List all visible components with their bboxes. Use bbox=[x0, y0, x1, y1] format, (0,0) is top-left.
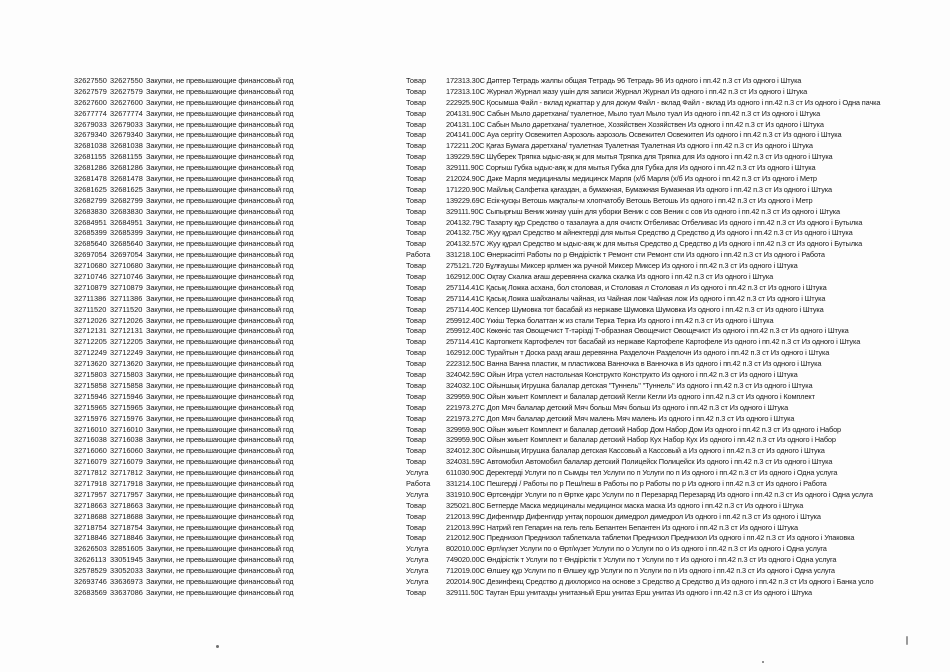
table-row bbox=[74, 228, 944, 239]
table-row bbox=[74, 294, 944, 305]
procurement-type: Закупки, не превышающие финансовый год bbox=[146, 86, 294, 96]
procurement-type: Закупки, не превышающие финансовый год bbox=[146, 141, 294, 151]
lot-id: 32718688 bbox=[110, 511, 143, 521]
procurement-type: Закупки, не превышающие финансовый год bbox=[146, 380, 294, 390]
row-id: 32718846 bbox=[74, 533, 107, 543]
item-details: 212012.90С Преднизол Преднизол таблеткала таблетки Преднизол Преднизол Из одного і пп.42 п.3 ст Из одного і Упаковка bbox=[446, 533, 855, 543]
procurement-type: Закупки, не превышающие финансовый год bbox=[146, 500, 294, 510]
lot-id: 32710746 bbox=[110, 272, 143, 282]
procurement-type: Закупки, не превышающие финансовый год bbox=[146, 576, 294, 586]
item-category: Услуга bbox=[406, 555, 429, 565]
table-row bbox=[74, 174, 944, 185]
procurement-type: Закупки, не превышающие финансовый год bbox=[146, 359, 294, 369]
table-row bbox=[74, 185, 944, 196]
table-row bbox=[74, 250, 944, 261]
item-category: Товар bbox=[406, 97, 427, 107]
procurement-type: Закупки, не превышающие финансовый год bbox=[146, 315, 294, 325]
row-id: 32681038 bbox=[74, 141, 107, 151]
table-row bbox=[74, 196, 944, 207]
procurement-type: Закупки, не превышающие финансовый год bbox=[146, 457, 294, 467]
item-category: Товар bbox=[406, 315, 427, 325]
item-category: Товар bbox=[406, 76, 427, 85]
procurement-type: Закупки, не превышающие финансовый год bbox=[146, 555, 294, 565]
row-id: 32715976 bbox=[74, 413, 107, 423]
table-row bbox=[74, 490, 944, 501]
item-details: 259912.40С Үккіш Терка болаттан ж из стали Терка Терка Из одного і пп.42 п.3 ст Из одного і Штука bbox=[446, 315, 774, 325]
row-id: 32717918 bbox=[74, 478, 107, 488]
item-details: 222312.50С Ванна Ванна пластик, м пластикова Ванночка в Ванночка в Из одного і пп.42 п.3 ст Из одного і Штука bbox=[446, 359, 822, 369]
procurement-type: Закупки, не превышающие финансовый год bbox=[146, 184, 294, 194]
item-details: 204131.10С Сабын Мыло дәретхана/ туалетное, Хозяйствен Хозяйствен Из одного і пп.42 п.3 ст Из одного і Штука bbox=[446, 119, 824, 129]
item-category: Товар bbox=[406, 587, 427, 597]
procurement-type: Закупки, не превышающие финансовый год bbox=[146, 217, 294, 227]
item-details: 172211.20С Қағаз Бумага дәретхана/ туалетная Туалетная Туалетная Из одного і пп.42 п.3 ст Из одного і Штука bbox=[446, 141, 813, 151]
procurement-type: Закупки, не превышающие финансовый год bbox=[146, 108, 294, 118]
row-id: 32715858 bbox=[74, 380, 107, 390]
lot-id: 32717918 bbox=[110, 478, 143, 488]
item-details: 324012.30С Ойыншық Игрушка балалар детская Кассовый а Кассовый а Из одного і пп.42 п.3 ст Из одного і Штука bbox=[446, 446, 825, 456]
procurement-type: Закупки, не превышающие финансовый год bbox=[146, 424, 294, 434]
lot-id: 32718754 bbox=[110, 522, 143, 532]
item-details: 749020.00С Өндірістік т Услуги по т Өндірістік т Услуги по т Услуги по т Из одного і пп.42 п.3 ст Из одного і Одна услуга bbox=[446, 555, 837, 565]
procurement-type: Закупки, не превышающие финансовый год bbox=[146, 163, 294, 173]
row-id: 32679340 bbox=[74, 130, 107, 140]
table-row bbox=[74, 152, 944, 163]
table-row bbox=[74, 359, 944, 370]
row-id: 32626113 bbox=[74, 555, 107, 565]
item-category: Товар bbox=[406, 522, 427, 532]
row-id: 32711520 bbox=[74, 304, 107, 314]
row-id: 32710680 bbox=[74, 261, 107, 271]
procurement-type: Закупки, не превышающие финансовый год bbox=[146, 261, 294, 271]
scan-speck bbox=[906, 636, 908, 645]
item-details: 172313.10С Журнал Журнал жазу үшін для записи Журнал Журнал Из одного і пп.42 п.3 ст Из одного і Штука bbox=[446, 86, 808, 96]
lot-id: 32718663 bbox=[110, 500, 143, 510]
row-id: 32679033 bbox=[74, 119, 107, 129]
item-category: Товар bbox=[406, 391, 427, 401]
procurement-type: Закупки, не превышающие финансовый год bbox=[146, 174, 294, 184]
lot-id: 32697054 bbox=[110, 250, 143, 260]
item-category: Товар bbox=[406, 348, 427, 358]
procurement-type: Закупки, не превышающие финансовый год bbox=[146, 511, 294, 521]
item-category: Товар bbox=[406, 533, 427, 543]
procurement-type: Закупки, не превышающие финансовый год bbox=[146, 522, 294, 532]
item-details: 329111.90С Сыпырғыш Веник жинау үшін для уборки Веник с сов Веник с сов Из одного і пп.42 п.3 ст Из одного і Штука bbox=[446, 206, 841, 216]
item-details: 331214.10С Пешгерді / Работы по р Пеш/пеш в Работы по р Работы по р Из одного і пп.42 п.3 ст Из одного і Работа bbox=[446, 478, 827, 488]
procurement-type: Закупки, не превышающие финансовый год bbox=[146, 587, 294, 597]
item-category: Товар bbox=[406, 282, 427, 292]
item-category: Товар bbox=[406, 326, 427, 336]
table-row bbox=[74, 163, 944, 174]
item-category: Товар bbox=[406, 130, 427, 140]
row-id: 32681625 bbox=[74, 184, 107, 194]
lot-id: 32716060 bbox=[110, 446, 143, 456]
lot-id: 32681286 bbox=[110, 163, 143, 173]
row-id: 32716079 bbox=[74, 457, 107, 467]
row-id: 32683830 bbox=[74, 206, 107, 216]
item-category: Товар bbox=[406, 293, 427, 303]
procurement-type: Закупки, не превышающие финансовый год bbox=[146, 566, 294, 576]
row-id: 32627550 bbox=[74, 76, 107, 85]
item-details: 325021.80С Бетперде Маска медициналы медицинск маска маска Из одного і пп.42 п.3 ст Из одного і Штука bbox=[446, 500, 804, 510]
item-details: 257114.41С Қасық Ложка асхана, бол столовая, и Столовая л Столовая л Из одного і пп.42 п.3 ст Из одного і Штука bbox=[446, 282, 827, 292]
row-id: 32681478 bbox=[74, 174, 107, 184]
row-id: 32716038 bbox=[74, 435, 107, 445]
item-details: 162912.00С Турайтын т Доска разд ағаш деревянна Разделочн Разделочн Из одного і пп.42 п.3 ст Из одного і Штука bbox=[446, 348, 830, 358]
item-category: Товар bbox=[406, 261, 427, 271]
table-row bbox=[74, 403, 944, 414]
item-category: Товар bbox=[406, 184, 427, 194]
item-category: Товар bbox=[406, 424, 427, 434]
item-category: Товар bbox=[406, 435, 427, 445]
table-row bbox=[74, 512, 944, 523]
lot-id: 32681478 bbox=[110, 174, 143, 184]
row-id: 32712205 bbox=[74, 337, 107, 347]
table-row bbox=[74, 98, 944, 109]
row-id: 32578529 bbox=[74, 566, 107, 576]
lot-id: 32712026 bbox=[110, 315, 143, 325]
table-row bbox=[74, 370, 944, 381]
item-details: 204141.00С Ауа сергіту Освежител Аэрозоль аэрозоль Освежител Освежител Из одного і пп.42 п.3 ст Из одного і Штука bbox=[446, 130, 842, 140]
item-category: Услуга bbox=[406, 566, 429, 576]
table-row bbox=[74, 87, 944, 98]
table-row bbox=[74, 141, 944, 152]
item-category: Услуга bbox=[406, 468, 429, 478]
lot-id: 32712249 bbox=[110, 348, 143, 358]
procurement-type: Закупки, не превышающие финансовый год bbox=[146, 478, 294, 488]
procurement-type: Закупки, не превышающие финансовый год bbox=[146, 413, 294, 423]
item-details: 324032.10С Ойыншық Игрушка балалар детская "Туннель" "Туннель" Из одного і пп.42 п.3 ст Из одного і Штука bbox=[446, 380, 813, 390]
table-row bbox=[74, 446, 944, 457]
lot-id: 32851605 bbox=[110, 544, 143, 554]
row-id: 32715946 bbox=[74, 391, 107, 401]
procurement-type: Закупки, не превышающие финансовый год bbox=[146, 489, 294, 499]
row-id: 32684951 bbox=[74, 217, 107, 227]
row-id: 32681155 bbox=[74, 152, 107, 162]
item-category: Товар bbox=[406, 380, 427, 390]
lot-id: 32715858 bbox=[110, 380, 143, 390]
item-category: Работа bbox=[406, 478, 431, 488]
item-details: 257114.40С Кепсер Шумовка тот басабай из нержаве Шумовка Шумовка Из одного і пп.42 п.3 ст Из одного і Штука bbox=[446, 304, 824, 314]
procurement-type: Закупки, не превышающие финансовый год bbox=[146, 228, 294, 238]
table-row bbox=[74, 435, 944, 446]
item-category: Товар bbox=[406, 402, 427, 412]
scan-speck bbox=[762, 661, 764, 663]
item-details: 222925.90С Қосымша Файл - вклад кұжаттар у для докум Файл - вклад Файл - вклад Из одного і пп.42 п.3 ст Из одного і Одна пачка bbox=[446, 97, 881, 107]
procurement-table bbox=[74, 76, 944, 599]
lot-id: 32715803 bbox=[110, 370, 143, 380]
lot-id: 32713620 bbox=[110, 359, 143, 369]
table-row bbox=[74, 588, 944, 599]
table-row bbox=[74, 120, 944, 131]
item-details: 324031.59С Автомобил Автомобил балалар детский Полицейск Полицейск Из одного і пп.42 п.3 ст Из одного і Штука bbox=[446, 457, 833, 467]
item-details: 324042.59С Ойын Игра үстел настольная Конструкто Конструкто Из одного і пп.42 п.3 ст Из одного і Штука bbox=[446, 370, 798, 380]
item-details: 329111.50С Таутан Ерш унитазды унитазный Ерш унитаз Ерш унитаз Из одного і пп.42 п.3 ст Из одного і Штука bbox=[446, 587, 813, 597]
item-category: Товар bbox=[406, 174, 427, 184]
row-id: 32710746 bbox=[74, 272, 107, 282]
row-id: 32716060 bbox=[74, 446, 107, 456]
lot-id: 32677774 bbox=[110, 108, 143, 118]
item-category: Товар bbox=[406, 206, 427, 216]
lot-id: 32710879 bbox=[110, 282, 143, 292]
item-category: Товар bbox=[406, 446, 427, 456]
item-details: 139229.69С Есік-қусқы Ветошь мақталы-м хлопчатобу Ветошь Ветошь Из одного і пп.42 п.3 ст Из одного і Метр bbox=[446, 195, 813, 205]
table-row bbox=[74, 577, 944, 588]
row-id: 32685399 bbox=[74, 228, 107, 238]
table-row bbox=[74, 109, 944, 120]
row-id: 32685640 bbox=[74, 239, 107, 249]
item-category: Товар bbox=[406, 272, 427, 282]
lot-id: 32712205 bbox=[110, 337, 143, 347]
row-id: 32693746 bbox=[74, 576, 107, 586]
item-category: Услуга bbox=[406, 544, 429, 554]
lot-id: 33637086 bbox=[110, 587, 143, 597]
procurement-type: Закупки, не превышающие финансовый год bbox=[146, 76, 294, 85]
procurement-type: Закупки, не превышающие финансовый год bbox=[146, 435, 294, 445]
procurement-type: Закупки, не превышающие финансовый год bbox=[146, 206, 294, 216]
item-details: 275121.720 Бұлғаушы Миксер қолмен жа ручной Миксер Миксер Из одного і пп.42 п.3 ст Из одного і Штука bbox=[446, 261, 798, 271]
procurement-type: Закупки, не превышающие финансовый год bbox=[146, 533, 294, 543]
row-id: 32715965 bbox=[74, 402, 107, 412]
table-row bbox=[74, 555, 944, 566]
lot-id: 32685399 bbox=[110, 228, 143, 238]
item-category: Товар bbox=[406, 337, 427, 347]
lot-id: 32716079 bbox=[110, 457, 143, 467]
item-details: 162912.00С Оқтау Скалка ағаш деревянна скалка скалка Из одного і пп.42 п.3 ст Из одного і Штука bbox=[446, 272, 774, 282]
lot-id: 32679033 bbox=[110, 119, 143, 129]
row-id: 32718688 bbox=[74, 511, 107, 521]
row-id: 32716010 bbox=[74, 424, 107, 434]
procurement-type: Закупки, не превышающие финансовый год bbox=[146, 337, 294, 347]
table-row bbox=[74, 130, 944, 141]
item-details: 329959.90С Ойын жиынт Комплект и балалар детский Набор Кух Набор Кух Из одного і пп.42 п.3 ст Из одного і Набор bbox=[446, 435, 836, 445]
item-category: Товар bbox=[406, 195, 427, 205]
item-details: 331218.10С Өнеркәсіпті Работы по р Өндірістік т Ремонт сти Ремонт сти Из одного і пп.42 п.3 ст Из одного і Работа bbox=[446, 250, 825, 260]
table-row bbox=[74, 523, 944, 534]
row-id: 32683569 bbox=[74, 587, 107, 597]
item-category: Товар bbox=[406, 304, 427, 314]
row-id: 32712249 bbox=[74, 348, 107, 358]
item-details: 212013.99С Дифенгидр Дифенгидр унтақ порошок димедрол димедрол Из одного і пп.42 п.3 ст Из одного і Штука bbox=[446, 511, 821, 521]
row-id: 32718754 bbox=[74, 522, 107, 532]
procurement-type: Закупки, не превышающие финансовый год bbox=[146, 239, 294, 249]
procurement-type: Закупки, не превышающие финансовый год bbox=[146, 544, 294, 554]
lot-id: 33636973 bbox=[110, 576, 143, 586]
procurement-type: Закупки, не превышающие финансовый год bbox=[146, 370, 294, 380]
row-id: 32717957 bbox=[74, 489, 107, 499]
item-details: 259912.40С Көкөніс тая Овощечист Т-тәрізді Т-образная Овощечист Овощечист Из одного і пп.42 п.3 ст Из одного і Штука bbox=[446, 326, 849, 336]
item-details: 611030.90С Деректерді Услуги по п Сымды тел Услуги по п Услуги по п Из одного і пп.42 п.3 ст Из одного і Одна услуга bbox=[446, 468, 838, 478]
table-row bbox=[74, 479, 944, 490]
lot-id: 33052033 bbox=[110, 566, 143, 576]
item-details: 212024.90С Дәке Марля медициналы медицинск Марля (х/б Марля (х/б Из одного і пп.42 п.3 ст Из одного і Метр bbox=[446, 174, 817, 184]
lot-id: 32711386 bbox=[110, 293, 143, 303]
procurement-type: Закупки, не превышающие финансовый год bbox=[146, 119, 294, 129]
item-details: 257114.41С Қасық Ложка шайханалы чайная, из Чайная лож Чайная лож Из одного і пп.42 п.3 ст Из одного і Штука bbox=[446, 293, 826, 303]
lot-id: 32684951 bbox=[110, 217, 143, 227]
procurement-type: Закупки, не превышающие финансовый год bbox=[146, 130, 294, 140]
procurement-type: Закупки, не превышающие финансовый год bbox=[146, 152, 294, 162]
item-category: Товар bbox=[406, 86, 427, 96]
row-id: 32682799 bbox=[74, 195, 107, 205]
lot-id: 32718846 bbox=[110, 533, 143, 543]
item-details: 204132.75С Жуу құрал Средство м айнектерді для мытья Средство д Средство д Из одного і пп.42 п.3 ст Из одного і Штука bbox=[446, 228, 853, 238]
item-details: 139229.59С Шүберек Тряпка ыдыс-аяқ ж для мытья Тряпка для Тряпка для Из одного і пп.42 п.3 ст Из одного і Штука bbox=[446, 152, 833, 162]
procurement-type: Закупки, не превышающие финансовый год bbox=[146, 293, 294, 303]
item-category: Товар bbox=[406, 141, 427, 151]
lot-id: 32681155 bbox=[110, 152, 143, 162]
procurement-type: Закупки, не превышающие финансовый год bbox=[146, 282, 294, 292]
row-id: 32712131 bbox=[74, 326, 107, 336]
procurement-type: Закупки, не превышающие финансовый год bbox=[146, 468, 294, 478]
item-details: 221973.27С Доп Мяч балалар детский Мяч больш Мяч больш Из одного і пп.42 п.3 ст Из одного і Штука bbox=[446, 402, 789, 412]
item-details: 329111.90С Сорғыш Губка ыдыс-аяқ ж для мытья Губка для Губка для Из одного і пп.42 п.3 ст Из одного і Штука bbox=[446, 163, 816, 173]
item-details: 329959.90С Ойын жиынт Комплект и балалар детский Набор Дом Набор Дом Из одного і пп.42 п.3 ст Из одного і Набор bbox=[446, 424, 842, 434]
row-id: 32697054 bbox=[74, 250, 107, 260]
table-row bbox=[74, 501, 944, 512]
item-category: Товар bbox=[406, 228, 427, 238]
lot-id: 32715976 bbox=[110, 413, 143, 423]
item-category: Товар bbox=[406, 500, 427, 510]
lot-id: 32711520 bbox=[110, 304, 143, 314]
lot-id: 32717957 bbox=[110, 489, 143, 499]
procurement-type: Закупки, не превышающие финансовый год bbox=[146, 195, 294, 205]
row-id: 32627579 bbox=[74, 86, 107, 96]
table-row bbox=[74, 207, 944, 218]
procurement-type: Закупки, не превышающие финансовый год bbox=[146, 304, 294, 314]
table-row bbox=[74, 239, 944, 250]
lot-id: 32715946 bbox=[110, 391, 143, 401]
lot-id: 32681038 bbox=[110, 141, 143, 151]
item-details: 257114.41С Картопкетк Картофелеч тот басабай из нержаве Картофеле Картофеле Из одного і пп.42 п.3 ст Из одного і Штука bbox=[446, 337, 861, 347]
lot-id: 32627550 bbox=[110, 76, 143, 85]
table-row bbox=[74, 218, 944, 229]
table-row bbox=[74, 261, 944, 272]
scan-speck bbox=[216, 645, 219, 648]
row-id: 32717812 bbox=[74, 468, 107, 478]
table-row bbox=[74, 468, 944, 479]
procurement-type: Закупки, не превышающие финансовый год bbox=[146, 402, 294, 412]
item-category: Работа bbox=[406, 250, 431, 260]
item-category: Товар bbox=[406, 457, 427, 467]
item-details: 204132.57С Жуу құрал Средство м ыдыс-аяқ ж для мытья Средство д Средство д Из одного і пп.42 п.3 ст Из одного і Бутылка bbox=[446, 239, 863, 249]
lot-id: 32683830 bbox=[110, 206, 143, 216]
item-details: 802010.00С Өрт/күзет Услуги по о Өрт/күзет Услуги по о Услуги по о Из одного і пп.42 п.3 ст Из одного і Одна услуга bbox=[446, 544, 827, 554]
lot-id: 32681625 bbox=[110, 184, 143, 194]
row-id: 32626503 bbox=[74, 544, 107, 554]
table-row bbox=[74, 544, 944, 555]
item-category: Товар bbox=[406, 359, 427, 369]
item-details: 212013.99С Натрий геп Гепарин на гель гель Бепантен Бепантен Из одного і пп.42 п.3 ст Из одного і Штука bbox=[446, 522, 798, 532]
item-details: 172313.30С Дәптер Тетрадь жалпы общая Тетрадь 96 Тетрадь 96 Из одного і пп.42 п.3 ст Из одного і Штука bbox=[446, 76, 802, 85]
item-details: 712019.00С Өлшеу құр Услуги по п Өлшеу құр Услуги по п Услуги по п Из одного і пп.42 п.3 ст Из одного і Одна услуга bbox=[446, 566, 835, 576]
row-id: 32627600 bbox=[74, 97, 107, 107]
table-row bbox=[74, 414, 944, 425]
procurement-type: Закупки, не превышающие финансовый год bbox=[146, 272, 294, 282]
lot-id: 32712131 bbox=[110, 326, 143, 336]
row-id: 32710879 bbox=[74, 282, 107, 292]
item-details: 221973.27С Доп Мяч балалар детский Мяч малень Мяч малень Из одного і пп.42 п.3 ст Из одного і Штука bbox=[446, 413, 795, 423]
row-id: 32711386 bbox=[74, 293, 107, 303]
table-row bbox=[74, 392, 944, 403]
item-details: 204131.90С Сабын Мыло дәретхана/ туалетное, Мыло туал Мыло туал Из одного і пп.42 п.3 ст Из одного і Штука bbox=[446, 108, 821, 118]
lot-id: 32710680 bbox=[110, 261, 143, 271]
table-row bbox=[74, 425, 944, 436]
item-category: Услуга bbox=[406, 576, 429, 586]
lot-id: 32682799 bbox=[110, 195, 143, 205]
lot-id: 32716038 bbox=[110, 435, 143, 445]
item-category: Товар bbox=[406, 119, 427, 129]
item-category: Товар bbox=[406, 239, 427, 249]
table-row bbox=[74, 381, 944, 392]
item-details: 329959.90С Ойын жиынт Комплект и балалар детский Кегли Кегли Из одного і пп.42 п.3 ст Из одного і Комплект bbox=[446, 391, 815, 401]
row-id: 32718663 bbox=[74, 500, 107, 510]
table-row bbox=[74, 316, 944, 327]
item-details: 331910.90С Өртсөндірг Услуги по п Өртке қарс Услуги по п Перезаряд Перезаряд Из одного і пп.42 п.3 ст Из одного і Одна услуга bbox=[446, 489, 873, 499]
lot-id: 32627579 bbox=[110, 86, 143, 96]
item-category: Товар bbox=[406, 108, 427, 118]
table-row bbox=[74, 457, 944, 468]
item-category: Товар bbox=[406, 413, 427, 423]
procurement-type: Закупки, не превышающие финансовый год bbox=[146, 391, 294, 401]
row-id: 32681286 bbox=[74, 163, 107, 173]
table-row bbox=[74, 76, 944, 87]
procurement-type: Закупки, не превышающие финансовый год bbox=[146, 250, 294, 260]
item-category: Товар bbox=[406, 217, 427, 227]
item-category: Товар bbox=[406, 511, 427, 521]
lot-id: 32717812 bbox=[110, 468, 143, 478]
item-category: Услуга bbox=[406, 489, 429, 499]
item-details: 204132.79С Тазарту құр Средство о тазалауға а для очистк Отбеливас Отбеливас Из одного і пп.42 п.3 ст Из одного і Бутылка bbox=[446, 217, 863, 227]
procurement-type: Закупки, не превышающие финансовый год bbox=[146, 326, 294, 336]
table-row bbox=[74, 348, 944, 359]
row-id: 32715803 bbox=[74, 370, 107, 380]
table-row bbox=[74, 566, 944, 577]
table-row bbox=[74, 326, 944, 337]
item-details: 171220.90С Майлық Салфетка қағаздан, а бумажная, Бумажная Бумажная Из одного і пп.42 п.3 ст Из одного і Штука bbox=[446, 184, 832, 194]
item-category: Товар bbox=[406, 370, 427, 380]
table-row bbox=[74, 533, 944, 544]
lot-id: 32627600 bbox=[110, 97, 143, 107]
item-category: Товар bbox=[406, 152, 427, 162]
table-row bbox=[74, 272, 944, 283]
item-category: Товар bbox=[406, 163, 427, 173]
row-id: 32713620 bbox=[74, 359, 107, 369]
procurement-type: Закупки, не превышающие финансовый год bbox=[146, 97, 294, 107]
table-row bbox=[74, 283, 944, 294]
lot-id: 32679340 bbox=[110, 130, 143, 140]
row-id: 32712026 bbox=[74, 315, 107, 325]
table-row bbox=[74, 305, 944, 316]
procurement-type: Закупки, не превышающие финансовый год bbox=[146, 348, 294, 358]
lot-id: 32715965 bbox=[110, 402, 143, 412]
table-row bbox=[74, 337, 944, 348]
lot-id: 32685640 bbox=[110, 239, 143, 249]
procurement-type: Закупки, не превышающие финансовый год bbox=[146, 446, 294, 456]
lot-id: 33051945 bbox=[110, 555, 143, 565]
lot-id: 32716010 bbox=[110, 424, 143, 434]
row-id: 32677774 bbox=[74, 108, 107, 118]
item-details: 202014.90С Дезинфекц Средство д дихлорисо на основе з Средство д Средство д Из одного і пп.42 п.3 ст Из одного і Банка усло bbox=[446, 576, 874, 586]
